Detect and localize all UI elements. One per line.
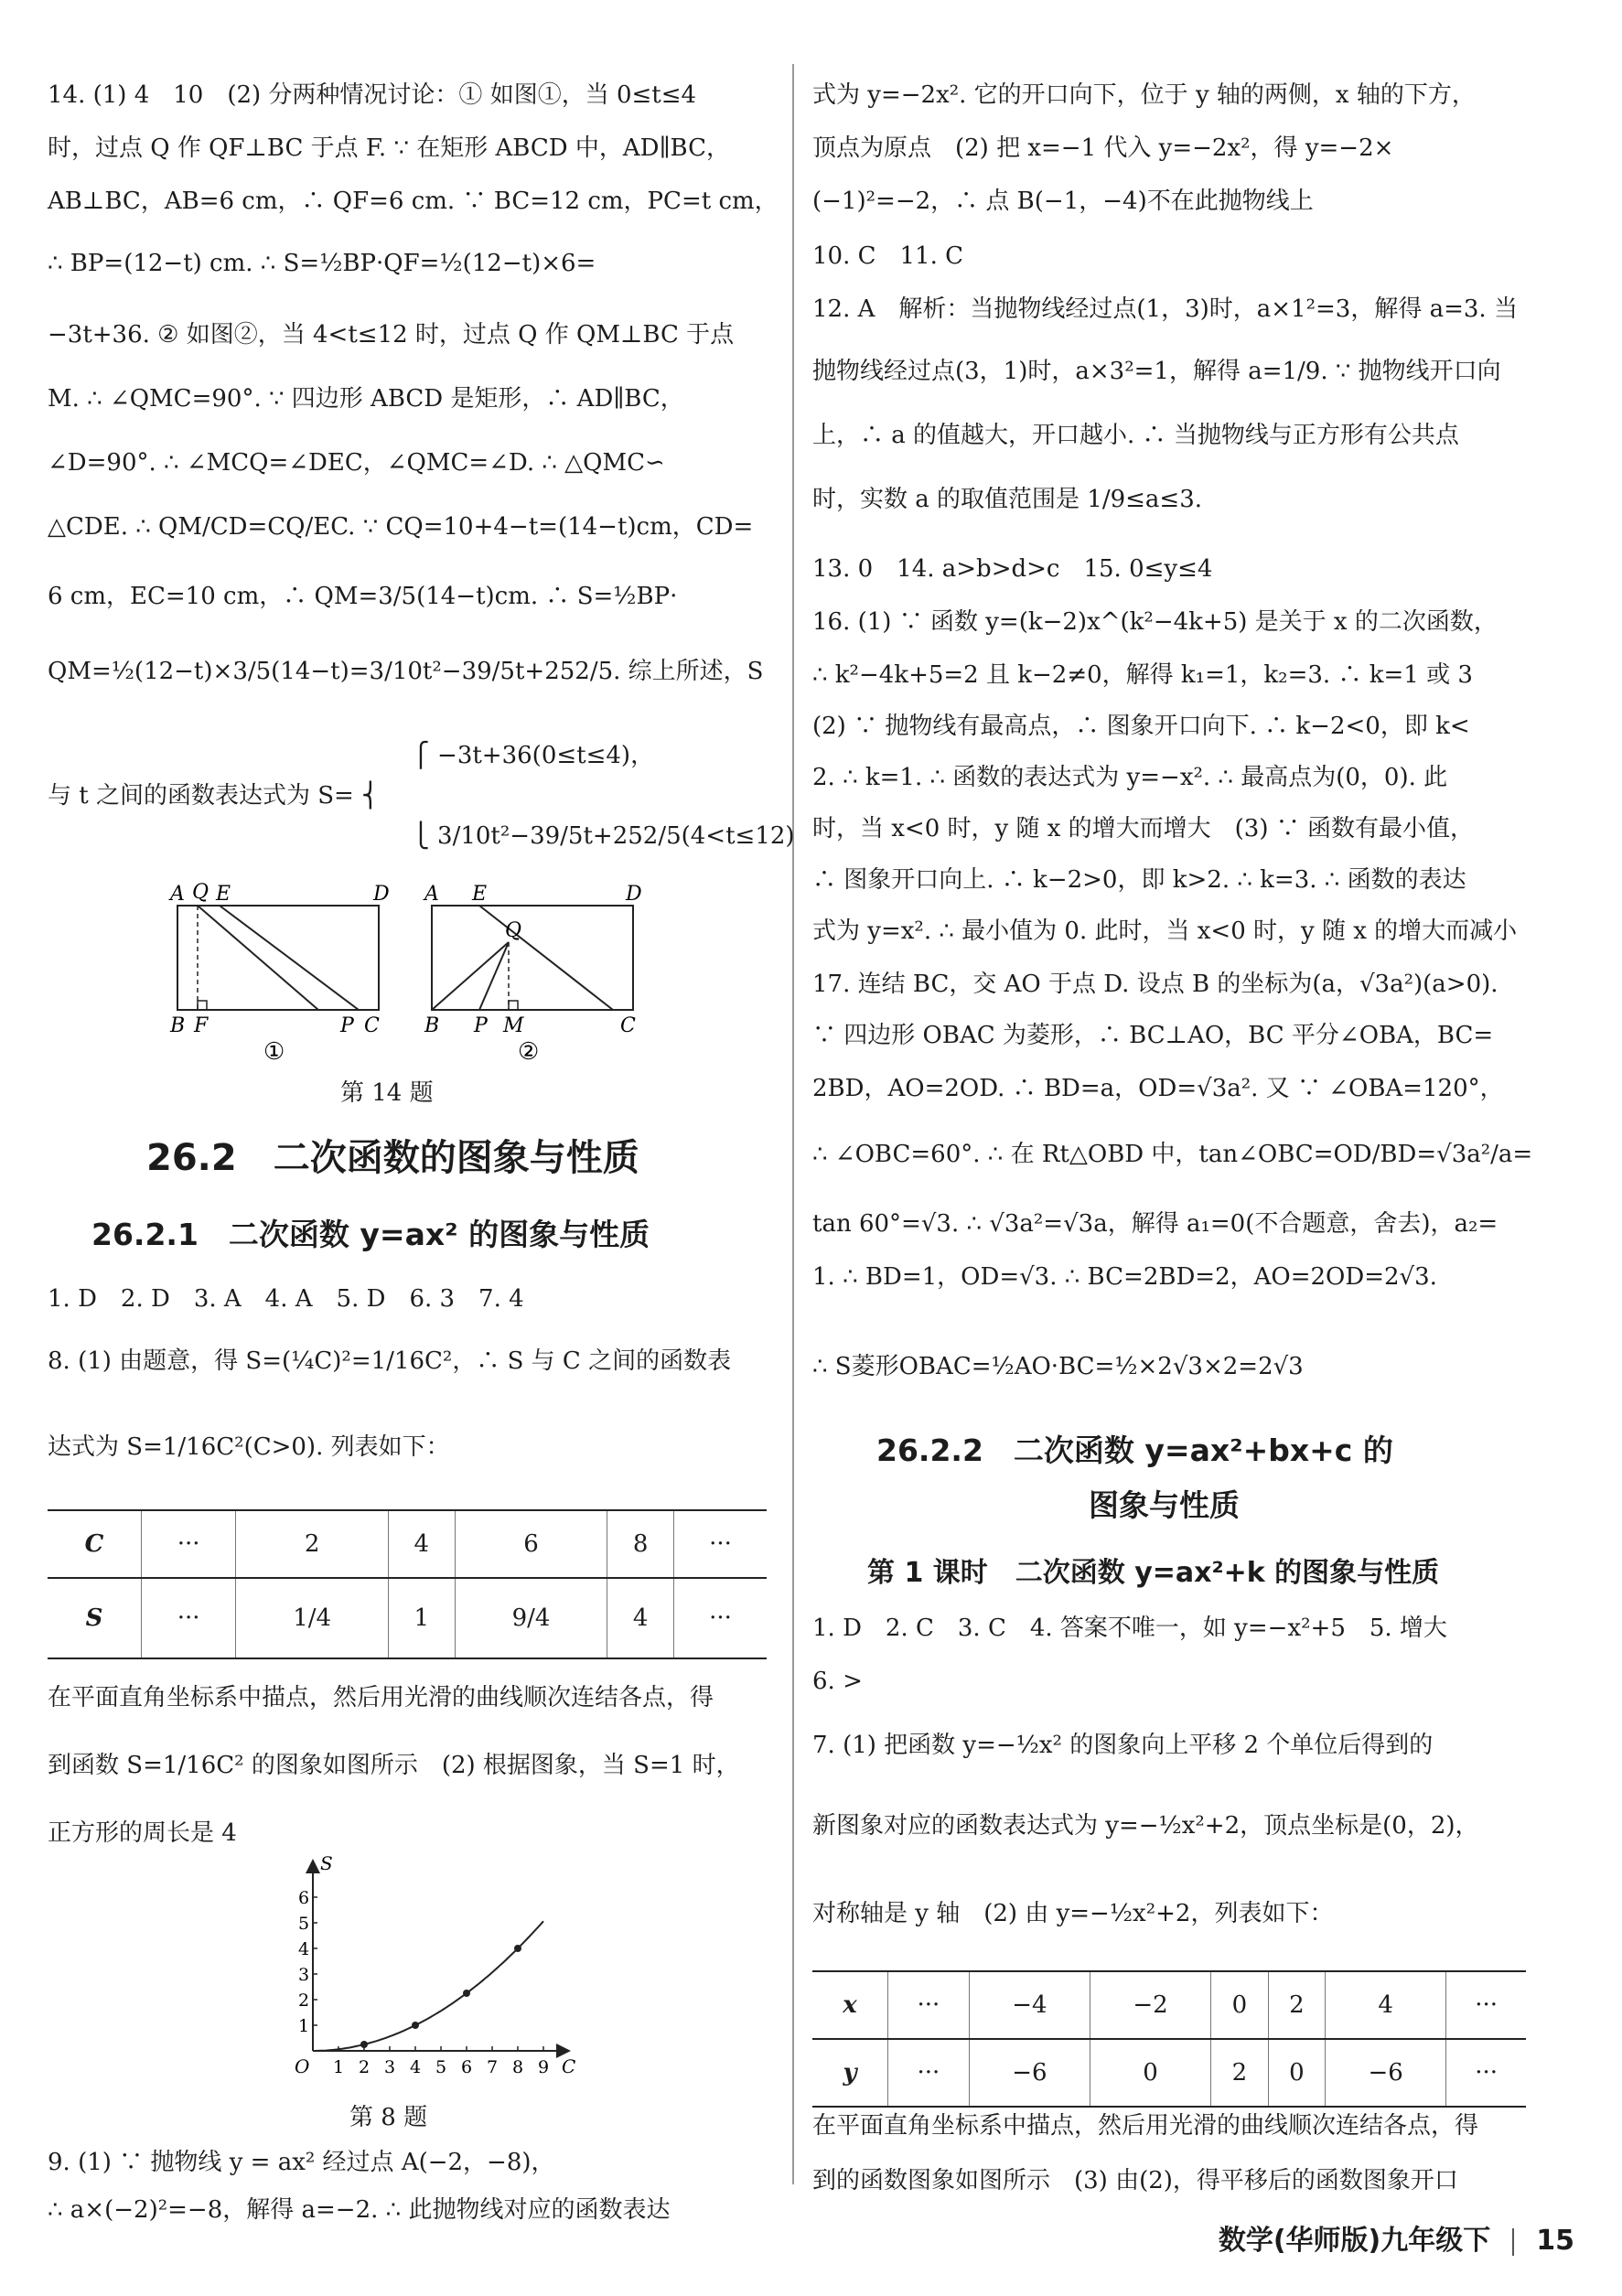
table-cell: ··· bbox=[674, 1510, 768, 1578]
table-cell: S bbox=[48, 1578, 142, 1658]
text-line: ⎧ −3t+36(0≤t≤4)， bbox=[48, 742, 655, 769]
table-cell: 8 bbox=[607, 1510, 674, 1578]
origin-label: O bbox=[295, 2055, 310, 2077]
y-tick-label: 6 bbox=[298, 1888, 310, 1908]
fig2-label-a: A bbox=[424, 883, 439, 906]
fig2-right-angle bbox=[509, 1001, 518, 1010]
table-row bbox=[812, 1971, 1526, 2039]
table-cell: −2 bbox=[1090, 1971, 1210, 2039]
fig1-number: ① bbox=[263, 1038, 285, 1063]
text-line: ⎩ 3/10t²−39/5t+252/5(4<t≤12) bbox=[48, 822, 795, 850]
text-line: QM=½(12−t)×3/5(14−t)=3/10t²−39/5t+252/5. 综上所述，S bbox=[48, 658, 764, 685]
table-cell: ··· bbox=[888, 2039, 970, 2107]
table-cell: 1 bbox=[389, 1578, 456, 1658]
table-cell: 2 bbox=[1268, 1971, 1325, 2039]
text-line: 8. (1) 由题意，得 S=(¼C)²=1/16C²，∴ S 与 C 之间的函数表 bbox=[48, 1347, 732, 1375]
text-line: 1. ∴ BD=1，OD=√3. ∴ BC=2BD=2，AO=2OD=2√3. bbox=[812, 1263, 1437, 1291]
fig1-ec-line bbox=[220, 906, 359, 1010]
text-line: ∴ S菱形OBAC=½AO·BC=½×2√3×2=2√3 bbox=[812, 1353, 1304, 1380]
x-axis-label: C bbox=[562, 2055, 576, 2077]
text-line: (2) ∵ 抛物线有最高点，∴ 图象开口向下. ∴ k−2<0，即 k< bbox=[812, 713, 1470, 740]
table-cell: x bbox=[812, 1971, 888, 2039]
y-tick-label: 2 bbox=[298, 1990, 310, 2011]
table-cell: 6 bbox=[455, 1510, 607, 1578]
fig2-label-b: B bbox=[424, 1014, 440, 1037]
fig1-label-b: B bbox=[170, 1014, 186, 1037]
text-line: 到函数 S=1/16C² 的图象如图所示 (2) 根据图象，当 S=1 时， bbox=[48, 1752, 740, 1779]
plot-point bbox=[360, 2041, 368, 2048]
text-line: 9. (1) ∵ 抛物线 y = ax² 经过点 A(−2，−8)， bbox=[48, 2149, 555, 2176]
table-cell: 4 bbox=[607, 1578, 674, 1658]
text-line: tan 60°=√3. ∴ √3a²=√3a，解得 a₁=0(不合题意，舍去)，a₂= bbox=[812, 1210, 1498, 1238]
parabola-curve bbox=[313, 1921, 543, 2051]
x-tick-label: 9 bbox=[538, 2057, 550, 2077]
text-line: 13. 0 14. a>b>d>c 15. 0≤y≤4 bbox=[812, 555, 1213, 583]
text-line: 新图象对应的函数表达式为 y=−½x²+2，顶点坐标是(0，2)， bbox=[812, 1812, 1479, 1840]
text-line: 17. 连结 BC，交 AO 于点 D. 设点 B 的坐标为(a，√3a²)(a>0). bbox=[812, 971, 1498, 998]
text-line: ∴ a×(−2)²=−8，解得 a=−2. ∴ 此抛物线对应的函数表达 bbox=[48, 2196, 671, 2224]
graph-8 bbox=[276, 1851, 587, 2098]
fig2-label-d: D bbox=[626, 883, 642, 906]
x-tick-label: 2 bbox=[359, 2057, 371, 2077]
figure-14 bbox=[157, 880, 670, 1063]
fig2-number: ② bbox=[518, 1038, 540, 1063]
fig1-label-q: Q bbox=[192, 881, 209, 904]
text-line: 顶点为原点 (2) 把 x=−1 代入 y=−2x²，得 y=−2× bbox=[812, 134, 1394, 162]
x-tick-label: 5 bbox=[435, 2057, 447, 2077]
fig2-label-e: E bbox=[472, 883, 488, 906]
text-line: 正方形的周长是 4 bbox=[48, 1819, 237, 1847]
text-line: 上，∴ a 的值越大，开口越小. ∴ 当抛物线与正方形有公共点 bbox=[812, 422, 1459, 449]
fig1-label-d: D bbox=[373, 883, 390, 906]
table-cell: −4 bbox=[969, 1971, 1090, 2039]
text-line: 14. (1) 4 10 (2) 分两种情况讨论：① 如图①，当 0≤t≤4 bbox=[48, 81, 697, 109]
text-line: ∴ ∠OBC=60°. ∴ 在 Rt△OBD 中，tan∠OBC=OD/BD=√3a²/a= bbox=[812, 1141, 1533, 1168]
y-tick-label: 5 bbox=[298, 1914, 310, 1934]
plot-point bbox=[514, 1945, 521, 1952]
page-number: 15 bbox=[1536, 2225, 1574, 2257]
table-row bbox=[812, 2039, 1526, 2107]
fig1-label-f: F bbox=[194, 1014, 209, 1037]
text-line: 时，当 x<0 时，y 随 x 的增大而增大 (3) ∵ 函数有最小值， bbox=[812, 815, 1475, 842]
column-divider bbox=[792, 64, 794, 2184]
table-cell: ··· bbox=[888, 1971, 970, 2039]
x-tick-label: 4 bbox=[410, 2057, 422, 2077]
text-line: 在平面直角坐标系中描点，然后用光滑的曲线顺次连结各点，得 bbox=[48, 1684, 714, 1711]
text-line: 到的函数图象如图所示 (3) 由(2)，得平移后的函数图象开口 bbox=[812, 2167, 1458, 2194]
table-row bbox=[48, 1510, 767, 1578]
fig2-label-p: P bbox=[474, 1014, 488, 1037]
text-line: 与 t 之间的函数表达式为 S= ⎨ bbox=[48, 782, 380, 810]
lesson-heading: 第 1 课时 二次函数 y=ax²+k 的图象与性质 bbox=[867, 1557, 1440, 1589]
table-cell: 1/4 bbox=[236, 1578, 389, 1658]
text-line: ∴ 图象开口向上. ∴ k−2>0，即 k>2. ∴ k=3. ∴ 函数的表达 bbox=[812, 866, 1466, 894]
text-line: 时，过点 Q 作 QF⊥BC 于点 F. ∵ 在矩形 ABCD 中，AD∥BC， bbox=[48, 134, 731, 162]
table-cell: ··· bbox=[142, 1578, 236, 1658]
text-line: (−1)²=−2，∴ 点 B(−1，−4)不在此抛物线上 bbox=[812, 188, 1314, 215]
plot-point bbox=[463, 1990, 470, 1997]
text-line: 在平面直角坐标系中描点，然后用光滑的曲线顺次连结各点，得 bbox=[812, 2112, 1479, 2140]
text-line: ∵ 四边形 OBAC 为菱形，∴ BC⊥AO，BC 平分∠OBA，BC= bbox=[812, 1022, 1494, 1049]
text-line: 对称轴是 y 轴 (2) 由 y=−½x²+2，列表如下： bbox=[812, 1900, 1334, 1927]
y-tick-label: 1 bbox=[298, 2016, 310, 2036]
text-line: AB⊥BC，AB=6 cm，∴ QF=6 cm. ∵ BC=12 cm，PC=t cm， bbox=[48, 188, 779, 215]
fig1-label-e: E bbox=[216, 883, 231, 906]
figure-caption: 第 8 题 bbox=[349, 2104, 428, 2131]
table-cell: 9/4 bbox=[455, 1578, 607, 1658]
table-cell: 0 bbox=[1090, 2039, 1210, 2107]
text-line: 16. (1) ∵ 函数 y=(k−2)x^(k²−4k+5) 是关于 x 的二次函数， bbox=[812, 608, 1498, 636]
text-line: 6. > bbox=[812, 1668, 863, 1695]
subsection-heading: 26.2.1 二次函数 y=ax² 的图象与性质 bbox=[91, 1217, 650, 1252]
text-line: △CDE. ∴ QM/CD=CQ/EC. ∵ CQ=10+4−t=(14−t)cm，CD= bbox=[48, 513, 754, 541]
x-tick-label: 3 bbox=[384, 2057, 396, 2077]
x-tick-label: 7 bbox=[487, 2057, 499, 2077]
value-table-7 bbox=[812, 1970, 1526, 2108]
table-cell: ··· bbox=[1446, 2039, 1526, 2107]
text-line: ∴ BP=(12−t) cm. ∴ S=½BP·QF=½(12−t)×6= bbox=[48, 250, 596, 277]
text-line: 6 cm，EC=10 cm，∴ QM=3/5(14−t)cm. ∴ S=½BP· bbox=[48, 583, 678, 610]
table-cell: 2 bbox=[236, 1510, 389, 1578]
y-tick-label: 4 bbox=[298, 1939, 310, 1959]
text-line: 2. ∴ k=1. ∴ 函数的表达式为 y=−x². ∴ 最高点为(0，0). 此 bbox=[812, 764, 1448, 791]
fig1-label-c: C bbox=[364, 1014, 380, 1037]
table-cell: −6 bbox=[1326, 2039, 1446, 2107]
fig1-label-p: P bbox=[340, 1014, 354, 1037]
table-cell: −6 bbox=[969, 2039, 1090, 2107]
table-cell: ··· bbox=[142, 1510, 236, 1578]
table-cell: 4 bbox=[1326, 1971, 1446, 2039]
fig2-label-q: Q bbox=[505, 919, 522, 942]
fig1-rect bbox=[177, 906, 379, 1010]
section-heading: 26.2 二次函数的图象与性质 bbox=[146, 1137, 639, 1179]
table-row bbox=[48, 1578, 767, 1658]
text-line: M. ∴ ∠QMC=90°. ∵ 四边形 ABCD 是矩形，∴ AD∥BC， bbox=[48, 385, 684, 413]
text-line: 式为 y=x². ∴ 最小值为 0. 此时，当 x<0 时，y 随 x 的增大而减小 bbox=[812, 917, 1518, 945]
book-title: 数学(华师版)九年级下 bbox=[1218, 2225, 1491, 2257]
figure-caption: 第 14 题 bbox=[340, 1079, 434, 1107]
text-line: 12. A 解析：当抛物线经过点(1，3)时，a×1²=3，解得 a=3. 当 bbox=[812, 295, 1518, 323]
fig2-bq-line bbox=[432, 942, 509, 1010]
y-axis-label: S bbox=[320, 1852, 333, 1874]
table-cell: 0 bbox=[1268, 2039, 1325, 2107]
x-tick-label: 8 bbox=[512, 2057, 524, 2077]
fig2-rect bbox=[432, 906, 633, 1010]
y-tick-label: 3 bbox=[298, 1965, 310, 1985]
x-tick-label: 1 bbox=[333, 2057, 345, 2077]
text-line: ∠D=90°. ∴ ∠MCQ=∠DEC，∠QMC=∠D. ∴ △QMC∽ bbox=[48, 449, 665, 477]
text-line: 10. C 11. C bbox=[812, 242, 964, 270]
text-line: 达式为 S=1/16C²(C>0). 列表如下： bbox=[48, 1433, 450, 1461]
text-line: 1. D 2. D 3. A 4. A 5. D 6. 3 7. 4 bbox=[48, 1285, 524, 1313]
table-cell: 0 bbox=[1211, 1971, 1268, 2039]
text-line: 1. D 2. C 3. C 4. 答案不唯一，如 y=−x²+5 5. 增大 bbox=[812, 1615, 1447, 1642]
x-tick-label: 6 bbox=[461, 2057, 473, 2077]
fig2-label-m: M bbox=[503, 1014, 524, 1037]
subsection-heading: 26.2.2 二次函数 y=ax²+bx+c 的 bbox=[876, 1432, 1393, 1468]
fig2-ec-line bbox=[479, 906, 613, 1010]
text-line: 7. (1) 把函数 y=−½x² 的图象向上平移 2 个单位后得到的 bbox=[812, 1732, 1434, 1759]
fig1-label-a: A bbox=[170, 883, 185, 906]
fig2-label-c: C bbox=[620, 1014, 636, 1037]
text-line: 2BD，AO=2OD. ∴ BD=a，OD=√3a². 又 ∵ ∠OBA=120°， bbox=[812, 1075, 1504, 1102]
fig1-right-angle bbox=[198, 1001, 207, 1010]
text-line: ∴ k²−4k+5=2 且 k−2≠0，解得 k₁=1，k₂=3. ∴ k=1 或 3 bbox=[812, 661, 1473, 689]
plot-point bbox=[412, 2022, 419, 2029]
page-footer bbox=[1219, 2217, 1574, 2258]
table-cell: C bbox=[48, 1510, 142, 1578]
table-cell: y bbox=[812, 2039, 888, 2107]
subsection-heading-cont: 图象与性质 bbox=[1089, 1487, 1240, 1523]
text-line: −3t+36. ② 如图②，当 4<t≤12 时，过点 Q 作 QM⊥BC 于点 bbox=[48, 321, 735, 349]
table-cell: ··· bbox=[674, 1578, 768, 1658]
text-line: 时，实数 a 的取值范围是 1/9≤a≤3. bbox=[812, 486, 1203, 513]
fig1-qp-line bbox=[198, 906, 318, 1010]
table-cell: 4 bbox=[389, 1510, 456, 1578]
footer-separator bbox=[1512, 2228, 1514, 2256]
table-cell: 2 bbox=[1211, 2039, 1268, 2107]
fig2-pq-line bbox=[479, 942, 509, 1010]
text-line: 抛物线经过点(3，1)时，a×3²=1，解得 a=1/9. ∵ 抛物线开口向 bbox=[812, 358, 1501, 385]
text-line: 式为 y=−2x². 它的开口向下，位于 y 轴的两侧，x 轴的下方， bbox=[812, 81, 1476, 109]
value-table-8 bbox=[48, 1509, 767, 1659]
table-cell: ··· bbox=[1446, 1971, 1526, 2039]
